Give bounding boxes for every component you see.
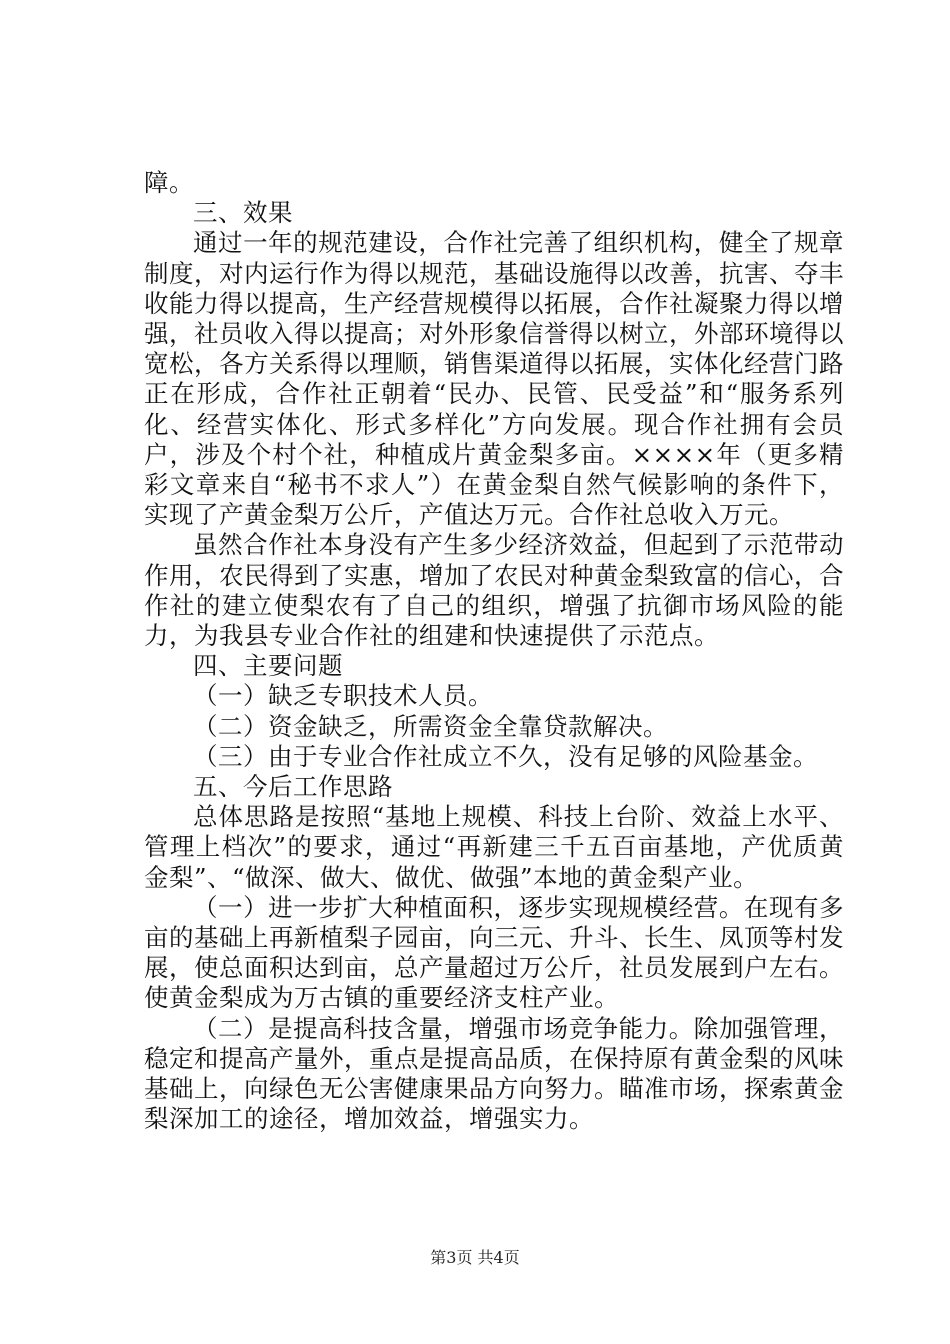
document-body <box>144 168 844 1135</box>
paragraph: （二）是提高科技含量，增强市场竞争能力。除加强管理，稳定和提高产量外，重点是提高品质，在保持原有黄金梨的风味基础上，向绿色无公害健康果品方向努力。瞄准市场，探索黄金梨深加工的途径，增加效益，增强实力。 <box>144 1013 844 1134</box>
paragraph: 总体思路是按照“基地上规模、科技上台阶、效益上水平、管理上档次”的要求，通过“再新建三千五百亩基地，产优质黄金梨”、“做深、做大、做优、做强”本地的黄金梨产业。 <box>144 802 844 892</box>
page-number-footer: 第3页 共4页 <box>430 1248 520 1267</box>
paragraph: 虽然合作社本身没有产生多少经济效益，但起到了示范带动作用，农民得到了实惠，增加了农民对种黄金梨致富的信心，合作社的建立使梨农有了自己的组织，增强了抗御市场风险的能力，为我县专业合作社的组建和快速提供了示范点。 <box>144 530 844 651</box>
list-item: （一）缺乏专职技术人员。 <box>193 681 493 711</box>
section-heading-problems: 四、主要问题 <box>193 651 343 681</box>
list-item: （二）资金缺乏，所需资金全靠贷款解决。 <box>193 711 668 741</box>
paragraph: （一）进一步扩大种植面积，逐步实现规模经营。在现有多亩的基础上再新植梨子园亩，向三元、升斗、长生、凤顶等村发展，使总面积达到亩，总产量超过万公斤，社员发展到户左右。使黄金梨成为万古镇的重要经济支柱产业。 <box>144 892 844 1013</box>
section-heading-effects: 三、效果 <box>193 198 293 228</box>
paragraph: 通过一年的规范建设，合作社完善了组织机构，健全了规章制度，对内运行作为得以规范，基础设施得以改善，抗害、夺丰收能力得以提高，生产经营规模得以拓展，合作社凝聚力得以增强，社员收入得以提高；对外形象信誉得以树立，外部环境得以宽松，各方关系得以理顺，销售渠道得以拓展，实体化经营门路正在形成，合作社正朝着“民办、民管、民受益”和“服务系列化、经营实体化、形式多样化”方向发展。现合作社拥有会员户，涉及个村个社，种植成片黄金梨多亩。××××年（更多精彩文章来自“秘书不求人”）在黄金梨自然气候影响的条件下，实现了产黄金梨万公斤，产值达万元。合作社总收入万元。 <box>144 228 844 530</box>
section-heading-future-plans: 五、今后工作思路 <box>193 772 393 802</box>
paragraph: 障。 <box>144 168 194 197</box>
list-item: （三）由于专业合作社成立不久，没有足够的风险基金。 <box>193 741 818 771</box>
